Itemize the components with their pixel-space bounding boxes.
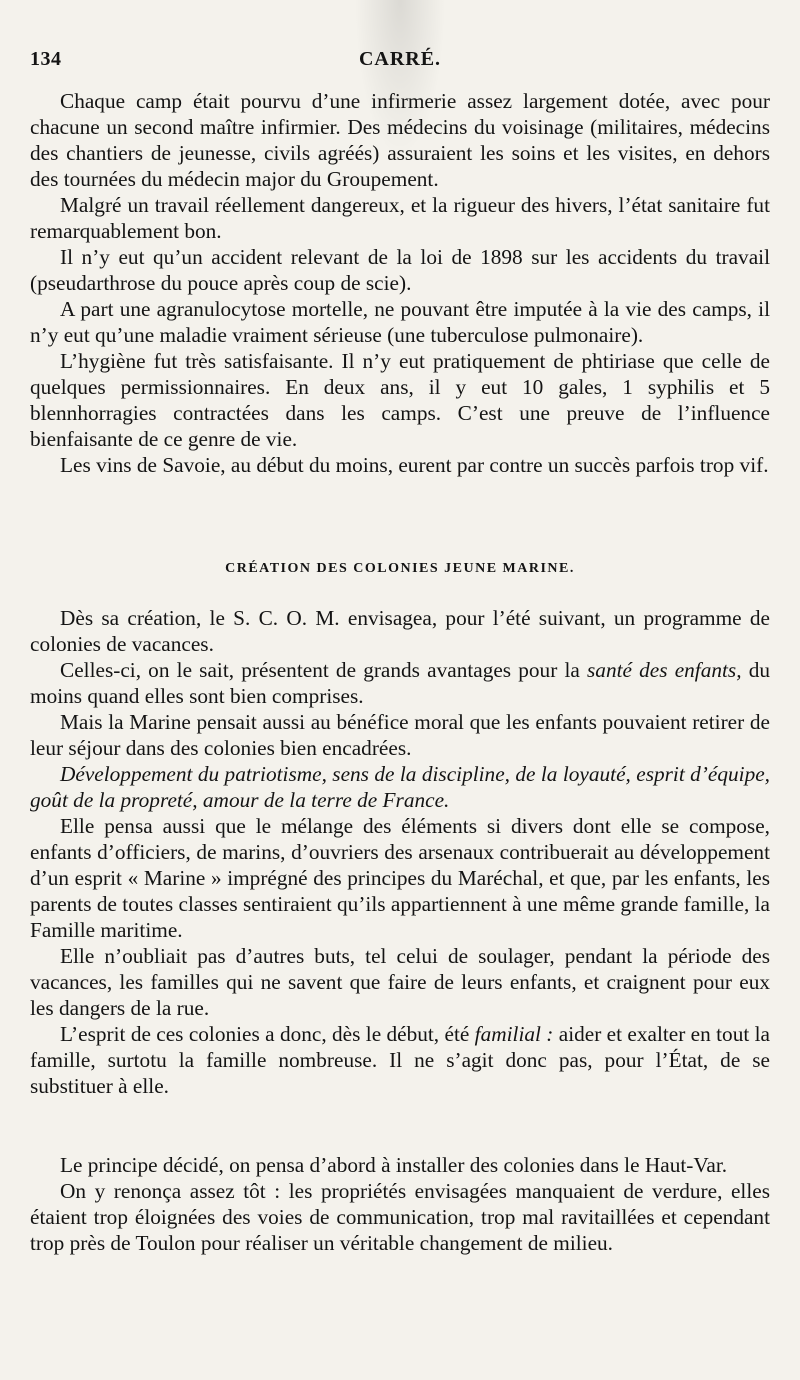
paragraph-moral-benefit: Mais la Marine pensait aussi au bénéfice moral que les enfants pouvaient retirer de leur séjour dans des colonies bien encadrées. — [30, 710, 770, 760]
family-emphasis: familial : — [474, 1022, 554, 1046]
paragraph-hygiene: L’hygiène fut très satisfaisante. Il n’y eut pratiquement de phtiriase que celle de quelques permissionnaires. En deux ans, il y eut 10 gales, 1 syphilis et 5 blennhorragies contractées dans les camps. C’est une preuve de l’influence bienfaisante de ce genre de vie. — [30, 349, 770, 451]
paragraph-programme: Dès sa création, le S. C. O. M. envisagea, pour l’été suivant, un programme de colonies de vacances. — [30, 606, 770, 656]
advantages-text-end: du moins quand elles sont bien comprises. — [30, 658, 771, 708]
family-text-end: aider et exalter en tout la famille, surtotu la famille nombreuse. Il ne s’agit donc pas, pour l’État, de se substituer à elle. — [30, 1022, 770, 1098]
family-text-start: L’esprit de ces colonies a donc, dès le début, été — [60, 1022, 475, 1046]
health-report-text — [30, 88, 770, 478]
page-number: 134 — [30, 48, 62, 70]
running-head — [30, 48, 770, 72]
paragraph-principle: Le principe décidé, on pensa d’abord à installer des colonies dans le Haut-Var. — [60, 1153, 728, 1177]
paragraph-values: Développement du patriotisme, sens de la discipline, de la loyauté, esprit d’équipe, goût de la propreté, amour de la terre de France. — [30, 762, 770, 812]
paragraph-wines: Les vins de Savoie, au début du moins, eurent par contre un succès parfois trop vif. — [60, 453, 769, 477]
haut-var-text — [30, 1152, 770, 1256]
paragraph-renounced: On y renonça assez tôt : les propriétés envisagées manquaient de verdure, elles étaient trop éloignées des voies de communication, trop mal ravitaillées et cependant trop près de Toulon pour réaliser un véritable changement de milieu. — [30, 1179, 770, 1255]
paragraph-advantages — [30, 657, 770, 709]
paragraph-other-goals: Elle n’oubliait pas d’autres buts, tel celui de soulager, pendant la période des vacances, les familles qui ne savent que faire de leurs enfants, et craignent pour eux les dangers de la rue. — [30, 944, 770, 1020]
colonies-section-text — [30, 605, 770, 1099]
paragraph-infirmary: Chaque camp était pourvu d’une infirmerie assez largement dotée, avec pour chacune un second maître infirmier. Des médecins du voisinage (militaires, médecins des chantiers de jeunesse, civils agréés) assuraient les soins et les visites, en dehors des tournées du médecin major du Groupement. — [30, 89, 770, 191]
paragraph-health-state: Malgré un travail réellement dangereux, et la rigueur des hivers, l’état sanitaire fut remarquablement bon. — [30, 193, 770, 243]
running-title: CARRÉ. — [358, 48, 442, 70]
section-heading: CRÉATION DES COLONIES JEUNE MARINE. — [225, 561, 575, 576]
advantages-emphasis: santé des enfants, — [587, 658, 742, 682]
advantages-text-start: Celles-ci, on le sait, présentent de grands avantages pour la — [60, 658, 588, 682]
paragraph-family-spirit — [30, 1021, 770, 1099]
paragraph-accident: Il n’y eut qu’un accident relevant de la loi de 1898 sur les accidents du travail (pseudarthrose du pouce après coup de scie). — [30, 245, 770, 295]
paragraph-mixing: Elle pensa aussi que le mélange des éléments si divers dont elle se compose, enfants d’officiers, de marins, d’ouvriers des arsenaux contribuerait au développement d’un esprit « Marine » imprégné des principes du Maréchal, et que, par les enfants, les parents de toutes classes sentiraient qu’ils appartiennent à une même grande famille, la Famille maritime. — [30, 814, 770, 942]
paragraph-illness: A part une agranulocytose mortelle, ne pouvant être imputée à la vie des camps, il n’y eut qu’une maladie vraiment sérieuse (une tuberculose pulmonaire). — [30, 297, 770, 347]
